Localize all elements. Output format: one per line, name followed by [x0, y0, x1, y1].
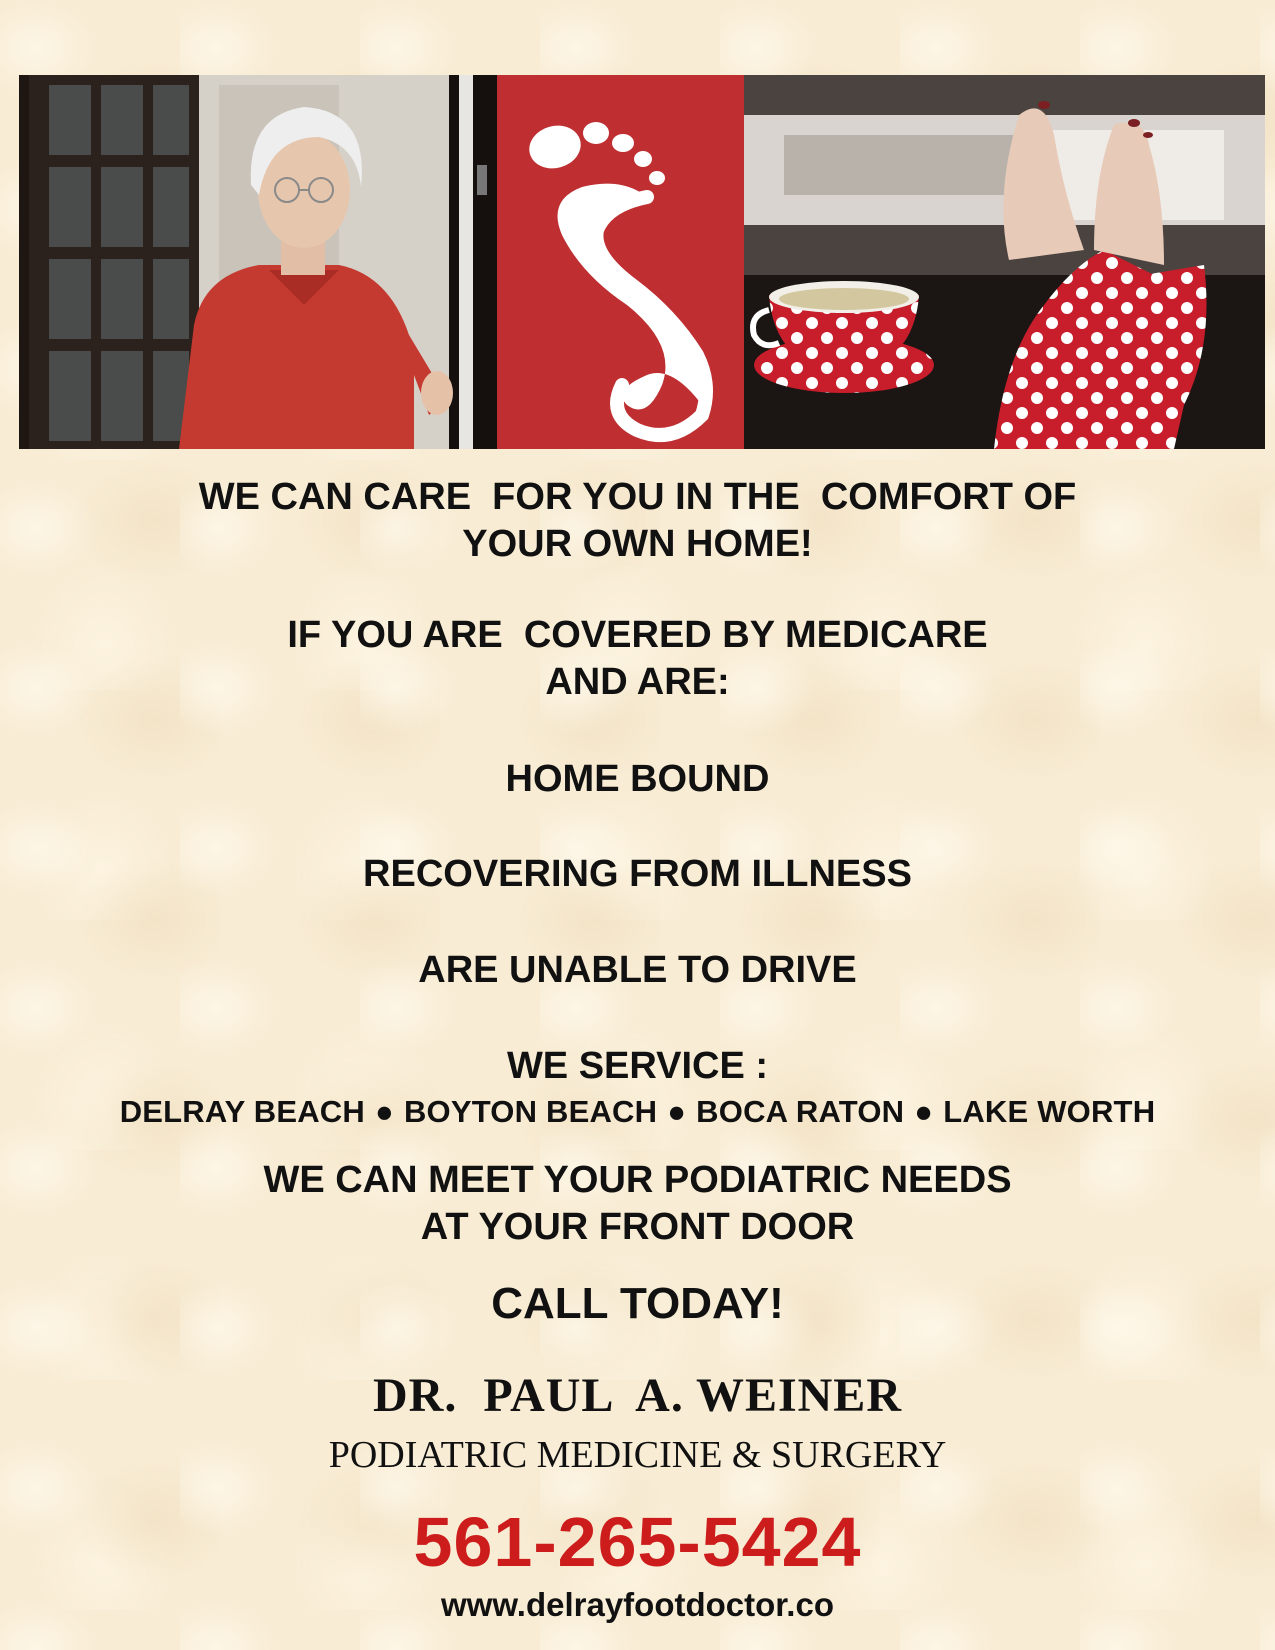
area-boyton-beach: BOYTON BEACH — [403, 1094, 658, 1129]
service-heading: WE SERVICE : — [506, 1045, 769, 1087]
phone-number[interactable]: 561-265-5424 — [413, 1503, 862, 1581]
medicare-line1: IF YOU ARE COVERED BY MEDICARE — [287, 614, 988, 656]
white-footprint-logo-icon — [497, 75, 744, 449]
needs-line1: WE CAN MEET YOUR PODIATRIC NEEDS — [263, 1159, 1012, 1201]
polka-dot-feet-teacup-icon — [744, 75, 1265, 449]
area-lake-worth: LAKE WORTH — [943, 1094, 1156, 1129]
condition-unable-to-drive: ARE UNABLE TO DRIVE — [418, 949, 857, 991]
bullet-separator: ● — [914, 1094, 934, 1129]
headline-line2: YOUR OWN HOME! — [462, 523, 813, 565]
doctor-name: DR. PAUL A. WEINER — [373, 1369, 902, 1422]
medicare-statement — [0, 612, 1275, 706]
area-boca-raton: BOCA RATON — [696, 1094, 905, 1129]
headline-line1: WE CAN CARE FOR YOU IN THE COMFORT OF — [198, 476, 1077, 518]
header-banner — [19, 75, 1265, 449]
condition-home-bound: HOME BOUND — [505, 758, 770, 800]
elderly-woman-photo — [19, 75, 497, 449]
elderly-woman-at-door-icon — [19, 75, 497, 449]
footprint-logo — [497, 75, 744, 449]
podiatric-needs — [0, 1157, 1275, 1251]
area-delray-beach: DELRAY BEACH — [119, 1094, 365, 1129]
website-link[interactable]: www.delrayfootdoctor.co — [441, 1586, 834, 1623]
medicare-line2: AND ARE: — [545, 661, 730, 703]
service-areas — [0, 1093, 1275, 1131]
doctor-specialty: PODIATRIC MEDICINE & SURGERY — [328, 1434, 947, 1476]
headline — [0, 474, 1275, 568]
condition-recovering: RECOVERING FROM ILLNESS — [363, 853, 912, 895]
feet-and-teacup-photo — [744, 75, 1265, 449]
bullet-separator: ● — [667, 1094, 687, 1129]
needs-line2: AT YOUR FRONT DOOR — [420, 1206, 855, 1248]
call-to-action: CALL TODAY! — [491, 1279, 784, 1328]
bullet-separator: ● — [375, 1094, 394, 1129]
